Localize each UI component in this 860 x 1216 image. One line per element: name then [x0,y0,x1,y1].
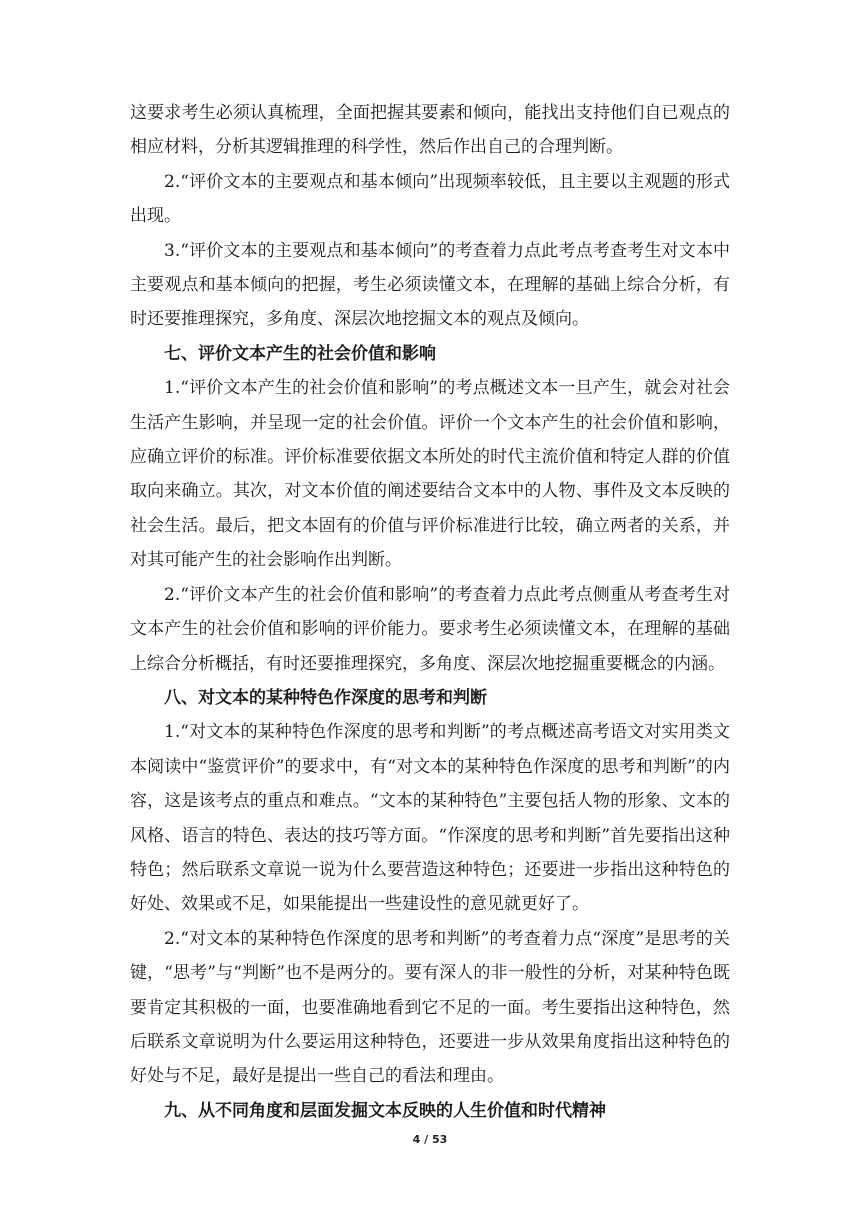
paragraph: 2.“对文本的某种特色作深度的思考和判断”的考查着力点“深度”是思考的关键，“思考”与“判断”也不是两分的。要有深人的非一般性的分析，对某种特色既要肯定其积极的一面，也要准确地看到它不足的一面。考生要指出这种特色，然后联系文章说明为什么要运用这种特色，还要进一步从效果角度指出这种特色的好处与不足，最好是提出一些自己的看法和理由。 [130,928,730,1087]
paragraph: 这要求考生必须认真梳理，全面把握其要素和倾向，能找出支持他们自已观点的相应材料，分析其逻辑推理的科学性，然后作出自己的合理判断。 [130,103,730,158]
page-number: 4 / 53 [412,1133,448,1146]
paragraph: 3.“评价文本的主要观点和基本倾向”的考查着力点此考点考查考生对文本中主要观点和基本倾向的把握，考生必须读懂文本，在理解的基础上综合分析，有时还要推理探究，多角度、深层次地挖掘文本的观点及倾向。 [130,240,730,330]
section-heading: 九、从不同角度和层面发掘文本反映的人生价值和时代精神 [164,1100,606,1121]
section-heading: 七、评价文本产生的社会价值和影响 [164,343,436,364]
section-heading: 八、对文本的某种特色作深度的思考和判断 [164,687,487,708]
paragraph: 1.“评价文本产生的社会价值和影响”的考点概述文本一旦产生，就会对社会生活产生影响，并呈现一定的社会价值。评价一个文本产生的社会价值和影响，应确立评价的标准。评价标准要依据文本所处的时代主流价值和特定人群的价值取向来确立。其次，对文本价值的阐述要结合文本中的人物、事件及文本反映的社会生活。最后，把文本固有的价值与评价标准进行比较，确立两者的关系，并对其可能产生的社会影响作出判断。 [130,378,730,571]
paragraph: 1.“对文本的某种特色作深度的思考和判断”的考点概述高考语文对实用类文本阅读中“鉴赏评价”的要求中，有“对文本的某种特色作深度的思考和判断”的内容，这是该考点的重点和难点。“文本的某种特色”主要包括人物的形象、文本的风格、语言的特色、表达的技巧等方面。“作深度的思考和判断”首先要指出这种特色；然后联系文章说一说为什么要营造这种特色；还要进一步指出这种特色的好处、效果或不足，如果能提出一些建设性的意见就更好了。 [130,722,730,915]
paragraph: 2.“评价文本的主要观点和基本倾向”出现频率较低，且主要以主观题的形式出现。 [130,171,730,227]
paragraph: 2.“评价文本产生的社会价值和影响”的考查着力点此考点侧重从考查考生对文本产生的社会价值和影响的评价能力。要求考生必须读懂文本，在理解的基础上综合分析概括，有时还要推理探究，多角度、深层次地挖掘重要概念的内涵。 [130,584,730,674]
document-body [130,96,730,1128]
